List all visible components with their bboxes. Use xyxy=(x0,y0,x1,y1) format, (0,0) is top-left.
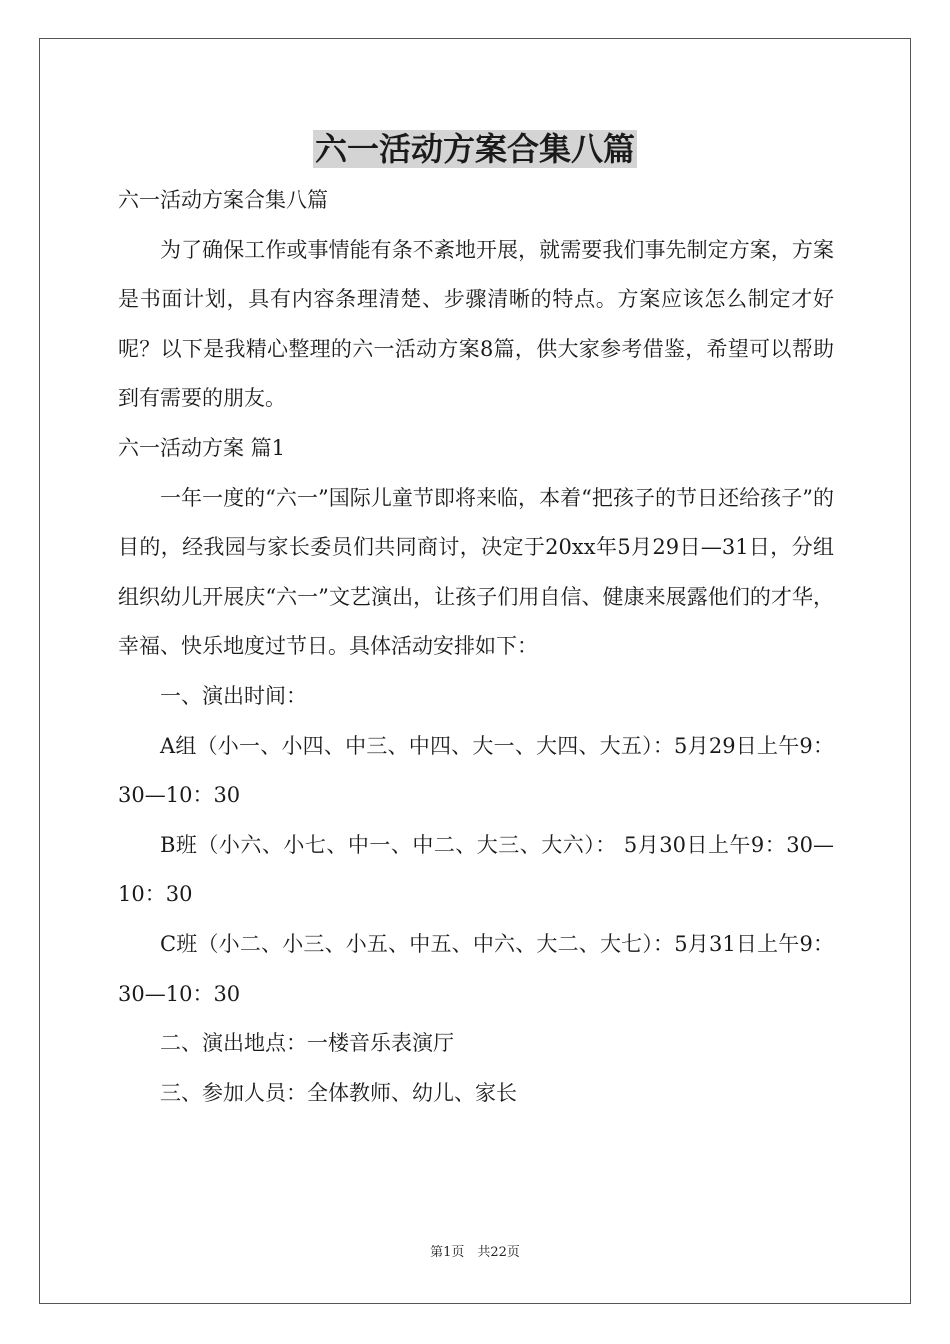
document-body xyxy=(118,176,834,1118)
page-number-footer: 第1页 共22页 xyxy=(430,1245,520,1260)
body-paragraph: 一年一度的“六一”国际儿童节即将来临，本着“把孩子的节日还给孩子”的目的，经我园与家长委员们共同商讨，决定于20xx年5月29日—31日，分组组织幼儿开展庆“六一”文艺演出，让孩子们用自信、健康来展露他们的才华，幸福、快乐地度过节日。具体活动安排如下： xyxy=(118,485,834,659)
list-heading: 一、演出时间： xyxy=(160,683,307,708)
intro-paragraph: 为了确保工作或事情能有条不紊地开展，就需要我们事先制定方案，方案是书面计划，具有内容条理清楚、步骤清晰的特点。方案应该怎么制定才好呢？以下是我精心整理的六一活动方案8篇，供大家参考借鉴，希望可以帮助到有需要的朋友。 xyxy=(118,237,834,411)
document-title xyxy=(0,128,950,170)
document-title-text: 六一活动方案合集八篇 xyxy=(314,130,635,168)
participants-item: 三、参加人员：全体教师、幼儿、家长 xyxy=(160,1080,517,1105)
section-heading: 六一活动方案 篇1 xyxy=(118,435,286,460)
subtitle-paragraph: 六一活动方案合集八篇 xyxy=(118,188,328,212)
schedule-item-a: A组（小一、小四、中三、中四、大一、大四、大五）：5月29日上午9：30—10：30 xyxy=(118,733,834,808)
schedule-item-c: C班（小二、小三、小五、中五、中六、大二、大七）：5月31日上午9：30—10：30 xyxy=(118,931,834,1006)
schedule-item-b: B班（小六、小七、中一、中二、大三、大六）： 5月30日上午9：30—10：30 xyxy=(118,832,834,907)
venue-item: 二、演出地点：一楼音乐表演厅 xyxy=(160,1031,454,1056)
